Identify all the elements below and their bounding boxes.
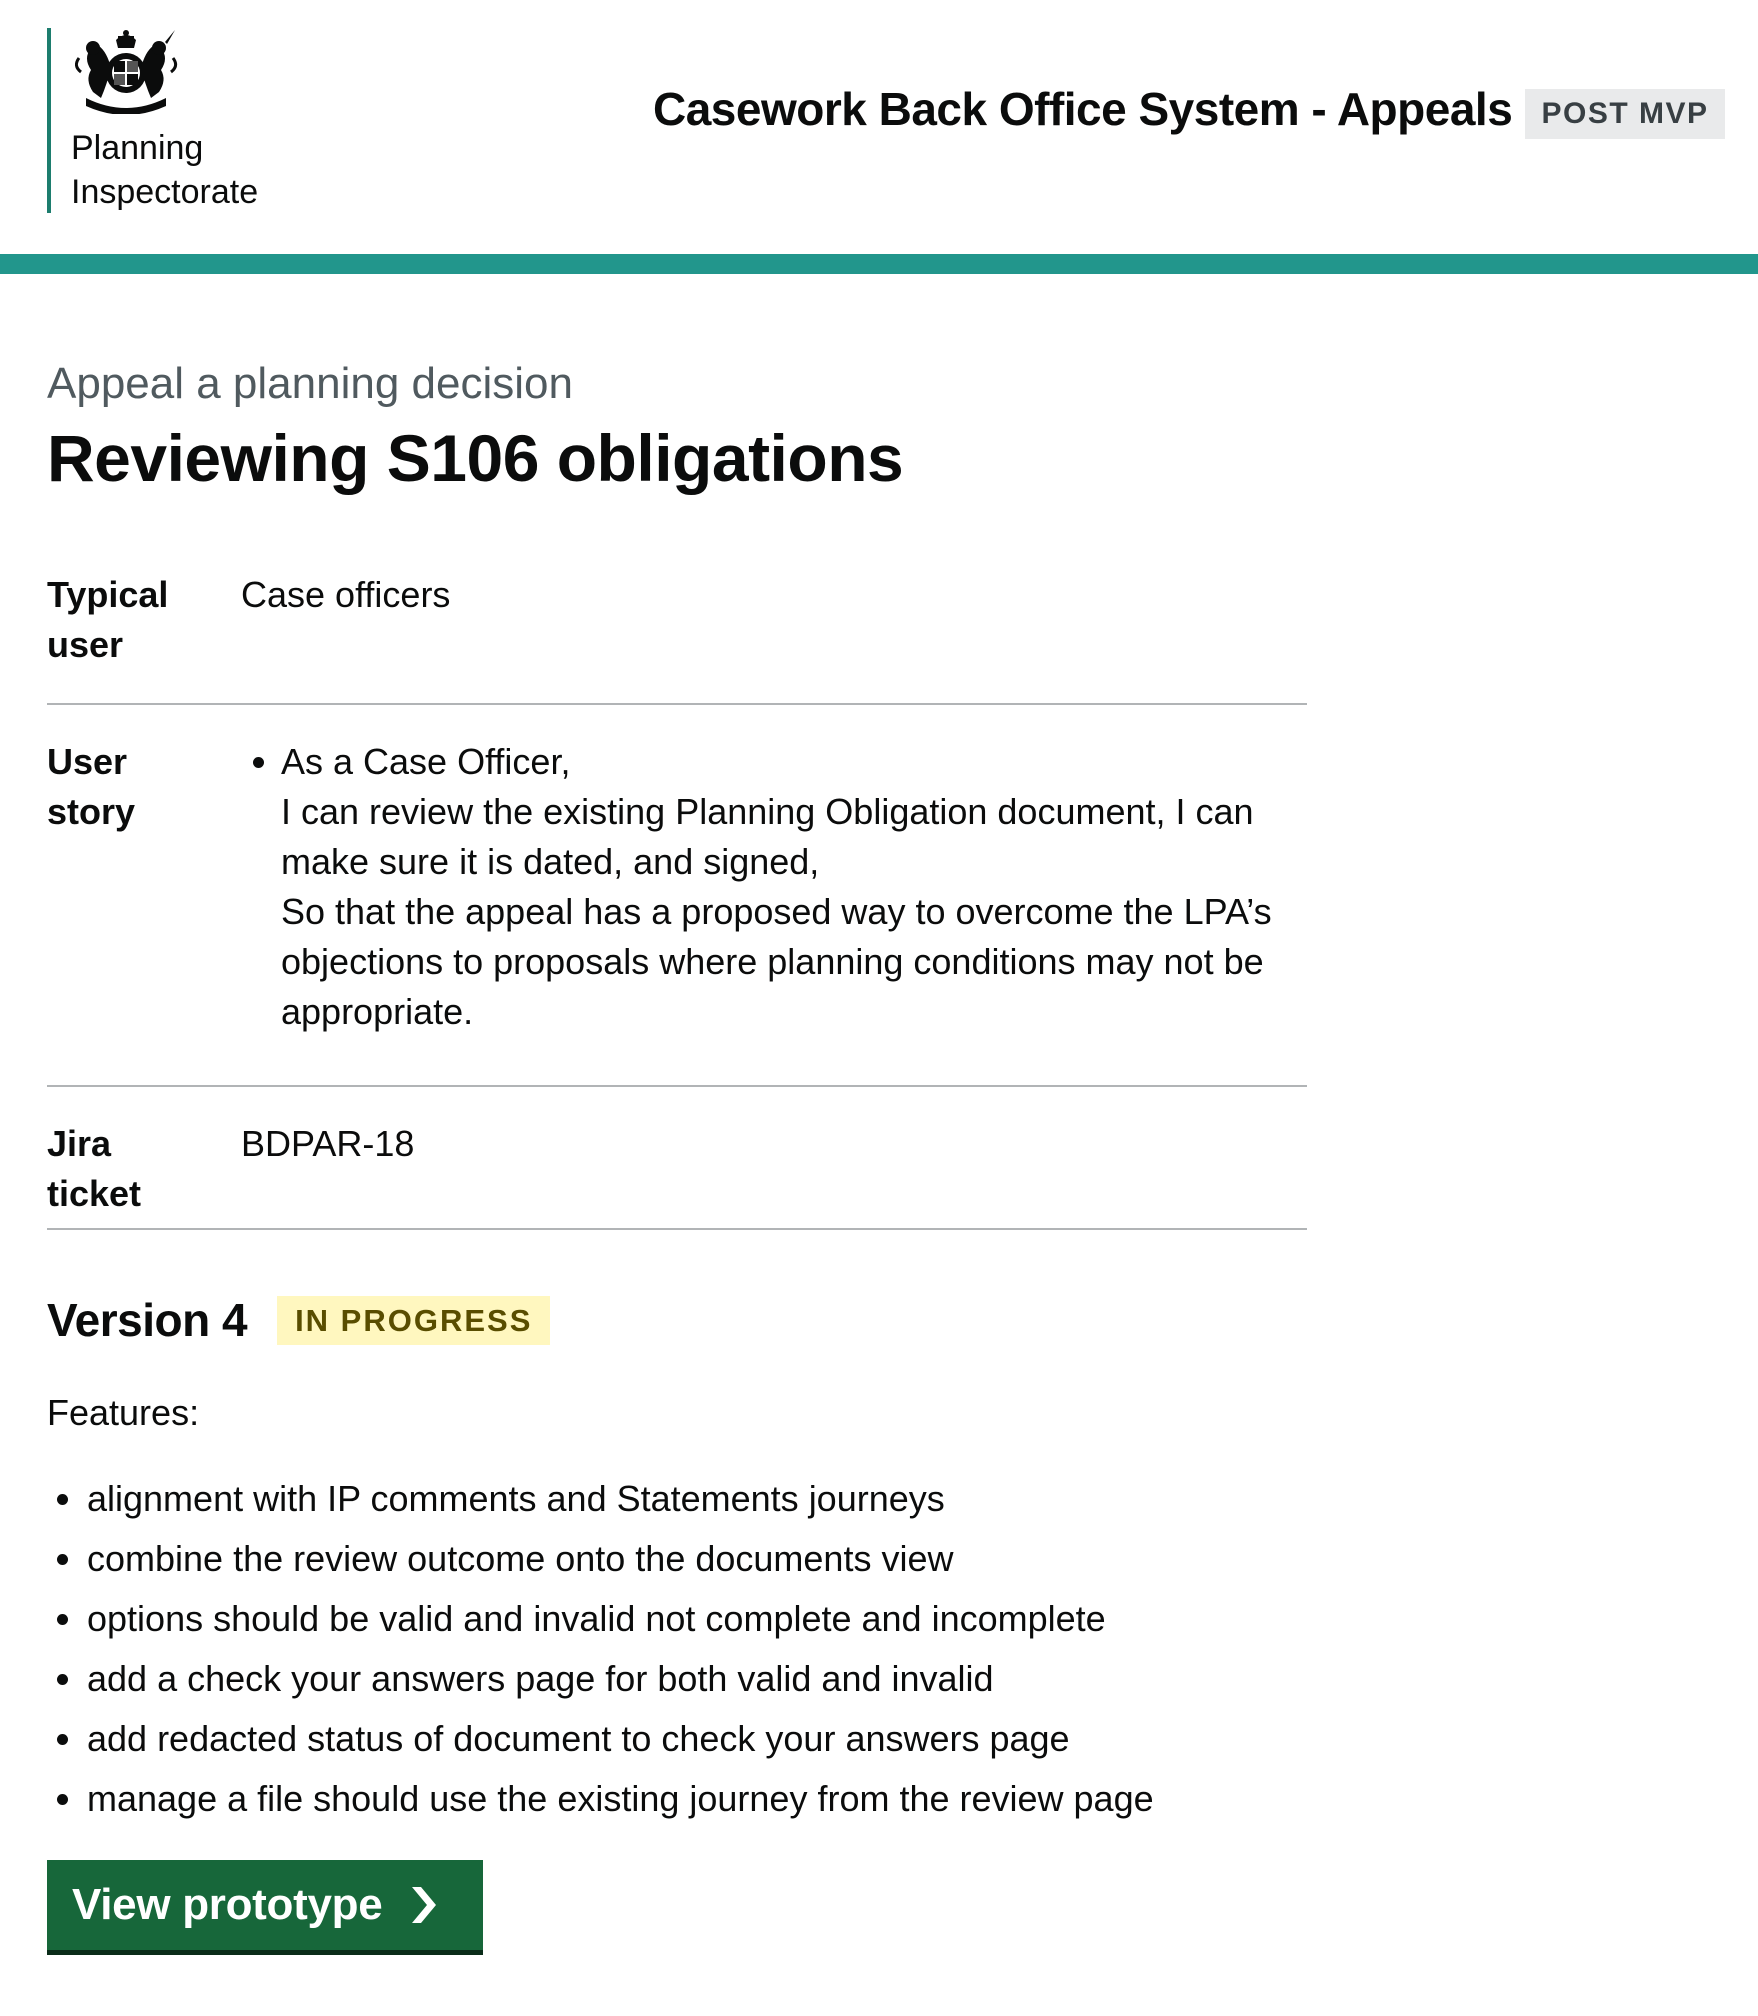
key-line: User [47, 741, 128, 782]
chevron-right-icon [408, 1885, 438, 1925]
key-line: user [47, 624, 124, 665]
summary-value [241, 737, 1307, 1085]
key-line: ticket [47, 1173, 142, 1214]
feature-item: add redacted status of document to check your answers page [87, 1714, 1307, 1764]
page-caption: Appeal a planning decision [47, 359, 573, 408]
service-name[interactable]: Casework Back Office System - Appeals [653, 83, 1513, 135]
logo-text [71, 126, 258, 214]
summary-key [47, 1119, 241, 1228]
feature-item: combine the review outcome onto the documents view [87, 1534, 1307, 1584]
org-name-line2: Inspectorate [71, 173, 259, 211]
features-label: Features: [47, 1392, 200, 1433]
features-list [47, 1474, 1307, 1824]
key-line: story [47, 791, 136, 832]
planning-inspectorate-logo[interactable] [47, 28, 258, 213]
summary-row-typical-user [47, 568, 1307, 705]
story-line: I can review the existing Planning Obligation document, I can make sure it is dated, and signed, [281, 791, 1254, 882]
royal-crest-icon [71, 28, 181, 114]
version-title: Version 4 [47, 1294, 248, 1346]
story-line: As a Case Officer, [281, 741, 571, 782]
site-header [0, 0, 1758, 254]
summary-row-user-story [47, 705, 1307, 1087]
feature-item: alignment with IP comments and Statements journeys [87, 1474, 1307, 1524]
header-divider-bar [0, 254, 1758, 274]
status-badge: IN PROGRESS [277, 1296, 550, 1345]
key-line: Jira [47, 1123, 112, 1164]
summary-value: Case officers [241, 574, 451, 615]
view-prototype-button[interactable] [47, 1860, 483, 1950]
main-content [47, 358, 1307, 1834]
feature-item: add a check your answers page for both valid and invalid [87, 1654, 1307, 1704]
feature-item: options should be valid and invalid not complete and incomplete [87, 1594, 1307, 1644]
org-name-line1: Planning [71, 129, 204, 167]
page-title: Reviewing S106 obligations [47, 421, 904, 495]
jira-ticket-value: BDPAR-18 [241, 1123, 415, 1164]
view-prototype-label: View prototype [72, 1880, 383, 1929]
phase-tag: POST MVP [1525, 89, 1725, 139]
feature-item: manage a file should use the existing journey from the review page [87, 1774, 1307, 1824]
summary-key [47, 737, 241, 1085]
summary-list [47, 568, 1307, 1230]
version-heading-row [47, 1292, 1307, 1348]
summary-row-jira-ticket [47, 1087, 1307, 1230]
user-story-item [281, 737, 1307, 1037]
summary-key [47, 570, 241, 703]
user-story-list [241, 737, 1307, 1037]
key-line: Typical [47, 574, 169, 615]
story-line: So that the appeal has a proposed way to overcome the LPA’s objections to proposals where planning conditions may not be appropriate. [281, 891, 1272, 1032]
